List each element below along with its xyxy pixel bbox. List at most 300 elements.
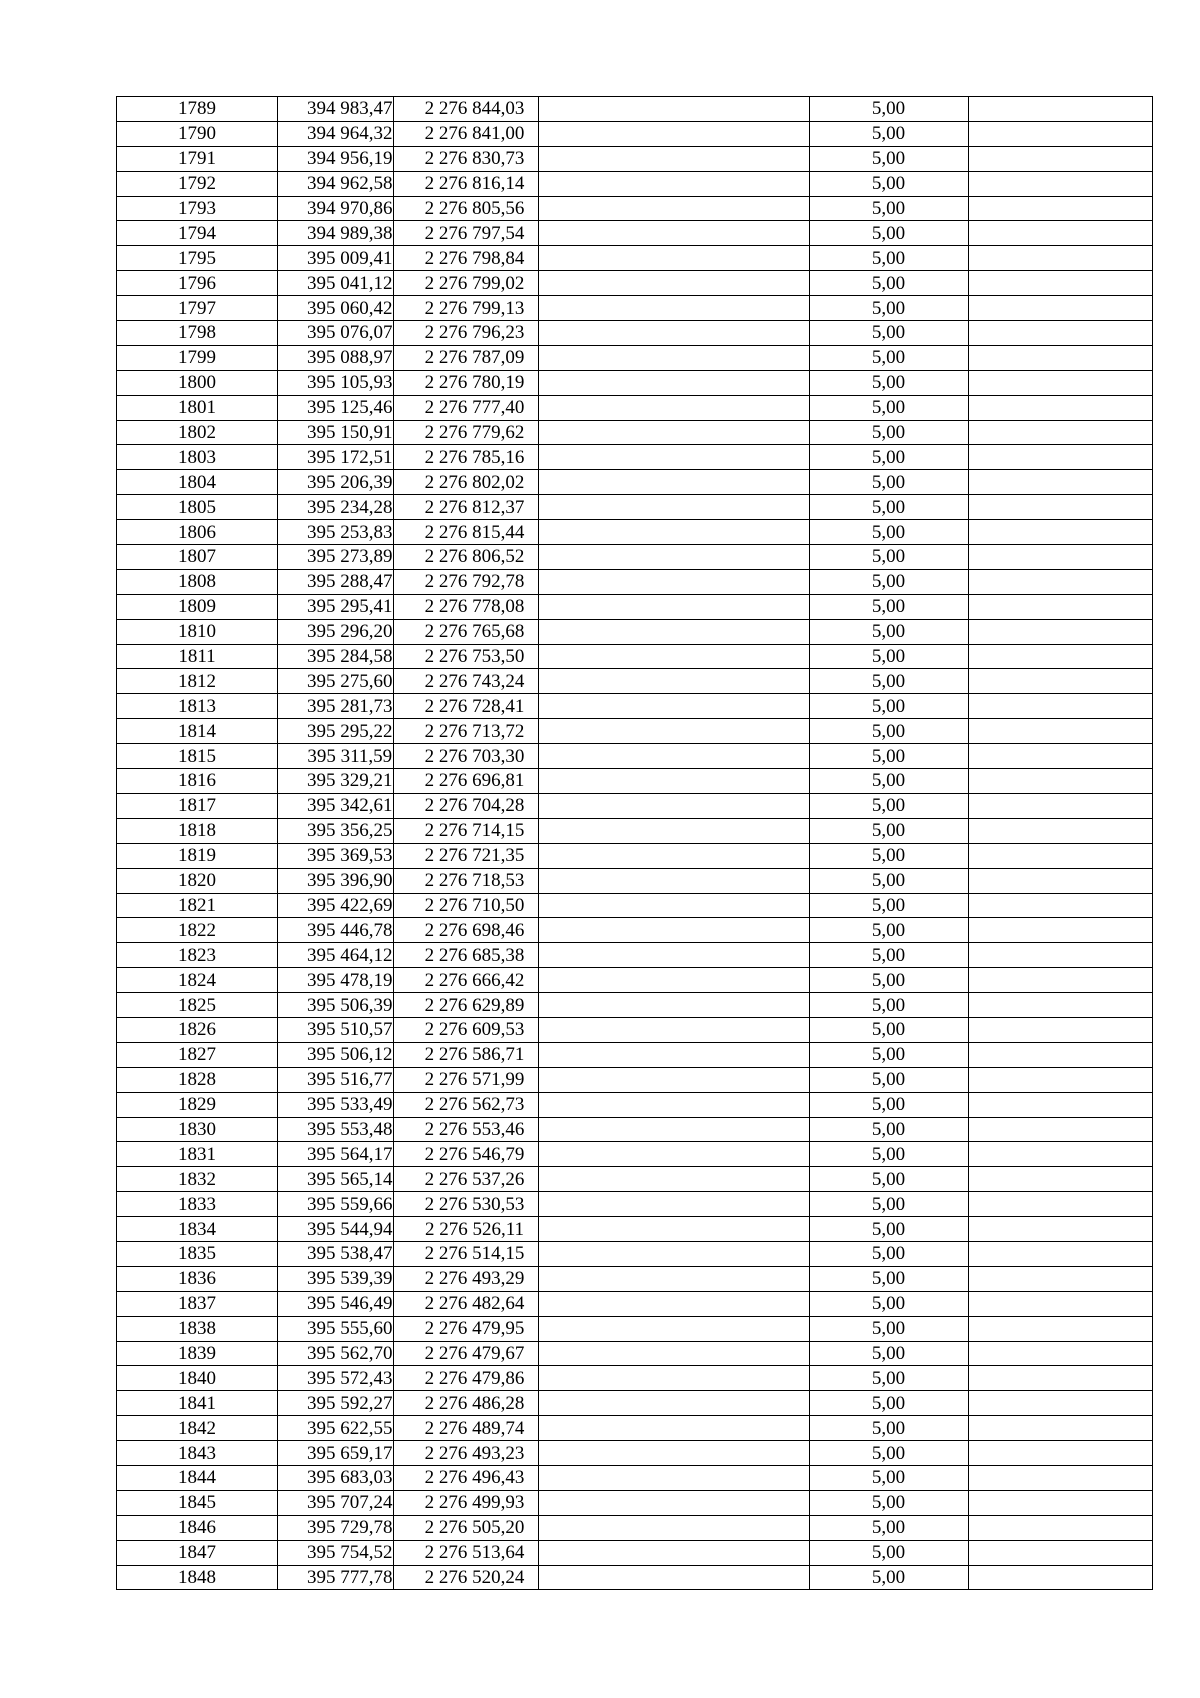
distance-cell: 5,00 [809, 370, 968, 395]
x-coordinate-cell: 395 659,17 [278, 1441, 394, 1466]
empty-cell [538, 1515, 809, 1540]
point-number-cell: 1835 [117, 1241, 278, 1266]
x-coordinate-cell: 395 538,47 [278, 1241, 394, 1266]
y-coordinate-cell: 2 276 530,53 [393, 1192, 538, 1217]
y-coordinate-cell: 2 276 830,73 [393, 146, 538, 171]
x-coordinate-cell: 395 150,91 [278, 420, 394, 445]
point-number-cell: 1829 [117, 1092, 278, 1117]
empty-cell [538, 619, 809, 644]
empty-cell [538, 171, 809, 196]
distance-cell: 5,00 [809, 1092, 968, 1117]
table-row [117, 1192, 1153, 1217]
x-coordinate-cell: 394 983,47 [278, 97, 394, 122]
y-coordinate-cell: 2 276 553,46 [393, 1117, 538, 1142]
y-coordinate-cell: 2 276 499,93 [393, 1490, 538, 1515]
point-number-cell: 1809 [117, 594, 278, 619]
empty-cell [538, 495, 809, 520]
empty-cell [538, 1192, 809, 1217]
table-row [117, 1092, 1153, 1117]
y-coordinate-cell: 2 276 792,78 [393, 569, 538, 594]
y-coordinate-cell: 2 276 798,84 [393, 246, 538, 271]
x-coordinate-cell: 395 553,48 [278, 1117, 394, 1142]
empty-cell [538, 968, 809, 993]
empty-cell [538, 1067, 809, 1092]
x-coordinate-cell: 395 572,43 [278, 1366, 394, 1391]
table-row [117, 968, 1153, 993]
empty-cell [538, 843, 809, 868]
table-row [117, 1291, 1153, 1316]
table-row [117, 1241, 1153, 1266]
x-coordinate-cell: 395 281,73 [278, 694, 394, 719]
distance-cell: 5,00 [809, 271, 968, 296]
table-row [117, 1142, 1153, 1167]
y-coordinate-cell: 2 276 696,81 [393, 769, 538, 794]
point-number-cell: 1828 [117, 1067, 278, 1092]
distance-cell: 5,00 [809, 619, 968, 644]
table-row [117, 719, 1153, 744]
y-coordinate-cell: 2 276 805,56 [393, 196, 538, 221]
table-row [117, 793, 1153, 818]
point-number-cell: 1837 [117, 1291, 278, 1316]
x-coordinate-cell: 395 464,12 [278, 943, 394, 968]
table-row [117, 1042, 1153, 1067]
y-coordinate-cell: 2 276 728,41 [393, 694, 538, 719]
x-coordinate-cell: 394 970,86 [278, 196, 394, 221]
table-row [117, 943, 1153, 968]
distance-cell: 5,00 [809, 1217, 968, 1242]
empty-cell [538, 321, 809, 346]
point-number-cell: 1827 [117, 1042, 278, 1067]
y-coordinate-cell: 2 276 586,71 [393, 1042, 538, 1067]
x-coordinate-cell: 395 041,12 [278, 271, 394, 296]
empty-cell [968, 171, 1152, 196]
point-number-cell: 1834 [117, 1217, 278, 1242]
empty-cell [538, 1366, 809, 1391]
y-coordinate-cell: 2 276 812,37 [393, 495, 538, 520]
y-coordinate-cell: 2 276 713,72 [393, 719, 538, 744]
distance-cell: 5,00 [809, 545, 968, 570]
table-row [117, 594, 1153, 619]
distance-cell: 5,00 [809, 968, 968, 993]
x-coordinate-cell: 395 356,25 [278, 818, 394, 843]
y-coordinate-cell: 2 276 493,23 [393, 1441, 538, 1466]
y-coordinate-cell: 2 276 703,30 [393, 744, 538, 769]
x-coordinate-cell: 395 206,39 [278, 470, 394, 495]
x-coordinate-cell: 395 234,28 [278, 495, 394, 520]
point-number-cell: 1798 [117, 321, 278, 346]
x-coordinate-cell: 395 125,46 [278, 395, 394, 420]
empty-cell [968, 793, 1152, 818]
y-coordinate-cell: 2 276 785,16 [393, 445, 538, 470]
x-coordinate-cell: 395 622,55 [278, 1416, 394, 1441]
empty-cell [538, 520, 809, 545]
distance-cell: 5,00 [809, 445, 968, 470]
point-number-cell: 1817 [117, 793, 278, 818]
x-coordinate-cell: 394 956,19 [278, 146, 394, 171]
empty-cell [538, 221, 809, 246]
y-coordinate-cell: 2 276 486,28 [393, 1391, 538, 1416]
distance-cell: 5,00 [809, 1117, 968, 1142]
table-row [117, 146, 1153, 171]
empty-cell [968, 644, 1152, 669]
point-number-cell: 1832 [117, 1167, 278, 1192]
empty-cell [538, 719, 809, 744]
point-number-cell: 1831 [117, 1142, 278, 1167]
y-coordinate-cell: 2 276 799,13 [393, 296, 538, 321]
distance-cell: 5,00 [809, 321, 968, 346]
y-coordinate-cell: 2 276 571,99 [393, 1067, 538, 1092]
x-coordinate-cell: 395 516,77 [278, 1067, 394, 1092]
y-coordinate-cell: 2 276 666,42 [393, 968, 538, 993]
x-coordinate-cell: 395 295,22 [278, 719, 394, 744]
table-row [117, 445, 1153, 470]
y-coordinate-cell: 2 276 479,95 [393, 1316, 538, 1341]
empty-cell [968, 121, 1152, 146]
distance-cell: 5,00 [809, 1565, 968, 1590]
distance-cell: 5,00 [809, 1266, 968, 1291]
y-coordinate-cell: 2 276 815,44 [393, 520, 538, 545]
point-number-cell: 1792 [117, 171, 278, 196]
point-number-cell: 1823 [117, 943, 278, 968]
distance-cell: 5,00 [809, 420, 968, 445]
table-row [117, 1515, 1153, 1540]
y-coordinate-cell: 2 276 546,79 [393, 1142, 538, 1167]
empty-cell [538, 943, 809, 968]
distance-cell: 5,00 [809, 495, 968, 520]
empty-cell [968, 1067, 1152, 1092]
empty-cell [968, 1192, 1152, 1217]
table-row [117, 619, 1153, 644]
point-number-cell: 1825 [117, 993, 278, 1018]
y-coordinate-cell: 2 276 844,03 [393, 97, 538, 122]
y-coordinate-cell: 2 276 704,28 [393, 793, 538, 818]
point-number-cell: 1844 [117, 1465, 278, 1490]
distance-cell: 5,00 [809, 121, 968, 146]
x-coordinate-cell: 394 962,58 [278, 171, 394, 196]
y-coordinate-cell: 2 276 685,38 [393, 943, 538, 968]
table-row [117, 370, 1153, 395]
y-coordinate-cell: 2 276 753,50 [393, 644, 538, 669]
distance-cell: 5,00 [809, 1366, 968, 1391]
y-coordinate-cell: 2 276 513,64 [393, 1540, 538, 1565]
distance-cell: 5,00 [809, 520, 968, 545]
empty-cell [968, 918, 1152, 943]
y-coordinate-cell: 2 276 562,73 [393, 1092, 538, 1117]
x-coordinate-cell: 395 060,42 [278, 296, 394, 321]
table-row [117, 470, 1153, 495]
y-coordinate-cell: 2 276 799,02 [393, 271, 538, 296]
table-row [117, 121, 1153, 146]
empty-cell [538, 420, 809, 445]
empty-cell [968, 719, 1152, 744]
empty-cell [538, 1266, 809, 1291]
point-number-cell: 1806 [117, 520, 278, 545]
x-coordinate-cell: 395 396,90 [278, 868, 394, 893]
distance-cell: 5,00 [809, 1017, 968, 1042]
distance-cell: 5,00 [809, 793, 968, 818]
y-coordinate-cell: 2 276 493,29 [393, 1266, 538, 1291]
coordinate-table [116, 96, 1153, 1590]
empty-cell [968, 1441, 1152, 1466]
x-coordinate-cell: 395 562,70 [278, 1341, 394, 1366]
x-coordinate-cell: 395 296,20 [278, 619, 394, 644]
y-coordinate-cell: 2 276 787,09 [393, 345, 538, 370]
distance-cell: 5,00 [809, 644, 968, 669]
y-coordinate-cell: 2 276 796,23 [393, 321, 538, 346]
distance-cell: 5,00 [809, 171, 968, 196]
point-number-cell: 1816 [117, 769, 278, 794]
point-number-cell: 1833 [117, 1192, 278, 1217]
point-number-cell: 1800 [117, 370, 278, 395]
point-number-cell: 1799 [117, 345, 278, 370]
y-coordinate-cell: 2 276 537,26 [393, 1167, 538, 1192]
table-row [117, 246, 1153, 271]
y-coordinate-cell: 2 276 714,15 [393, 818, 538, 843]
x-coordinate-cell: 395 559,66 [278, 1192, 394, 1217]
distance-cell: 5,00 [809, 1465, 968, 1490]
table-row [117, 1391, 1153, 1416]
y-coordinate-cell: 2 276 505,20 [393, 1515, 538, 1540]
empty-cell [538, 1465, 809, 1490]
table-row [117, 744, 1153, 769]
point-number-cell: 1818 [117, 818, 278, 843]
point-number-cell: 1840 [117, 1366, 278, 1391]
point-number-cell: 1815 [117, 744, 278, 769]
x-coordinate-cell: 395 311,59 [278, 744, 394, 769]
distance-cell: 5,00 [809, 345, 968, 370]
point-number-cell: 1789 [117, 97, 278, 122]
empty-cell [968, 669, 1152, 694]
empty-cell [538, 1391, 809, 1416]
empty-cell [538, 1042, 809, 1067]
empty-cell [968, 196, 1152, 221]
distance-cell: 5,00 [809, 1291, 968, 1316]
table-row [117, 296, 1153, 321]
y-coordinate-cell: 2 276 778,08 [393, 594, 538, 619]
table-row [117, 1540, 1153, 1565]
point-number-cell: 1843 [117, 1441, 278, 1466]
empty-cell [968, 1341, 1152, 1366]
point-number-cell: 1807 [117, 545, 278, 570]
empty-cell [968, 1266, 1152, 1291]
empty-cell [968, 296, 1152, 321]
x-coordinate-cell: 394 964,32 [278, 121, 394, 146]
point-number-cell: 1819 [117, 843, 278, 868]
table-row [117, 669, 1153, 694]
empty-cell [538, 744, 809, 769]
distance-cell: 5,00 [809, 669, 968, 694]
empty-cell [968, 843, 1152, 868]
empty-cell [538, 569, 809, 594]
x-coordinate-cell: 395 539,39 [278, 1266, 394, 1291]
empty-cell [968, 97, 1152, 122]
empty-cell [968, 619, 1152, 644]
empty-cell [968, 1241, 1152, 1266]
distance-cell: 5,00 [809, 1067, 968, 1092]
point-number-cell: 1838 [117, 1316, 278, 1341]
distance-cell: 5,00 [809, 843, 968, 868]
point-number-cell: 1811 [117, 644, 278, 669]
empty-cell [538, 669, 809, 694]
x-coordinate-cell: 395 754,52 [278, 1540, 394, 1565]
x-coordinate-cell: 395 544,94 [278, 1217, 394, 1242]
empty-cell [538, 246, 809, 271]
x-coordinate-cell: 395 273,89 [278, 545, 394, 570]
x-coordinate-cell: 395 478,19 [278, 968, 394, 993]
y-coordinate-cell: 2 276 629,89 [393, 993, 538, 1018]
x-coordinate-cell: 395 284,58 [278, 644, 394, 669]
y-coordinate-cell: 2 276 802,02 [393, 470, 538, 495]
table-row [117, 694, 1153, 719]
table-row [117, 1017, 1153, 1042]
x-coordinate-cell: 395 565,14 [278, 1167, 394, 1192]
empty-cell [538, 1441, 809, 1466]
point-number-cell: 1794 [117, 221, 278, 246]
empty-cell [538, 1316, 809, 1341]
point-number-cell: 1813 [117, 694, 278, 719]
distance-cell: 5,00 [809, 1391, 968, 1416]
distance-cell: 5,00 [809, 868, 968, 893]
point-number-cell: 1804 [117, 470, 278, 495]
distance-cell: 5,00 [809, 818, 968, 843]
x-coordinate-cell: 395 253,83 [278, 520, 394, 545]
point-number-cell: 1836 [117, 1266, 278, 1291]
y-coordinate-cell: 2 276 514,15 [393, 1241, 538, 1266]
table-row [117, 395, 1153, 420]
empty-cell [538, 196, 809, 221]
empty-cell [968, 594, 1152, 619]
table-row [117, 1366, 1153, 1391]
empty-cell [968, 1366, 1152, 1391]
distance-cell: 5,00 [809, 246, 968, 271]
x-coordinate-cell: 395 592,27 [278, 1391, 394, 1416]
coordinate-table-body [117, 97, 1153, 1590]
point-number-cell: 1821 [117, 893, 278, 918]
y-coordinate-cell: 2 276 479,67 [393, 1341, 538, 1366]
y-coordinate-cell: 2 276 698,46 [393, 918, 538, 943]
table-row [117, 545, 1153, 570]
table-row [117, 420, 1153, 445]
distance-cell: 5,00 [809, 893, 968, 918]
x-coordinate-cell: 395 288,47 [278, 569, 394, 594]
empty-cell [968, 1142, 1152, 1167]
empty-cell [538, 993, 809, 1018]
x-coordinate-cell: 395 105,93 [278, 370, 394, 395]
point-number-cell: 1839 [117, 1341, 278, 1366]
y-coordinate-cell: 2 276 489,74 [393, 1416, 538, 1441]
point-number-cell: 1793 [117, 196, 278, 221]
empty-cell [538, 1341, 809, 1366]
point-number-cell: 1796 [117, 271, 278, 296]
empty-cell [538, 370, 809, 395]
y-coordinate-cell: 2 276 609,53 [393, 1017, 538, 1042]
point-number-cell: 1847 [117, 1540, 278, 1565]
distance-cell: 5,00 [809, 1316, 968, 1341]
y-coordinate-cell: 2 276 797,54 [393, 221, 538, 246]
distance-cell: 5,00 [809, 918, 968, 943]
empty-cell [538, 296, 809, 321]
y-coordinate-cell: 2 276 780,19 [393, 370, 538, 395]
x-coordinate-cell: 395 729,78 [278, 1515, 394, 1540]
table-row [117, 893, 1153, 918]
x-coordinate-cell: 395 369,53 [278, 843, 394, 868]
table-row [117, 569, 1153, 594]
empty-cell [538, 470, 809, 495]
distance-cell: 5,00 [809, 943, 968, 968]
x-coordinate-cell: 395 707,24 [278, 1490, 394, 1515]
x-coordinate-cell: 395 510,57 [278, 1017, 394, 1042]
y-coordinate-cell: 2 276 816,14 [393, 171, 538, 196]
distance-cell: 5,00 [809, 221, 968, 246]
y-coordinate-cell: 2 276 779,62 [393, 420, 538, 445]
table-row [117, 1465, 1153, 1490]
empty-cell [968, 395, 1152, 420]
empty-cell [538, 1142, 809, 1167]
table-row [117, 993, 1153, 1018]
y-coordinate-cell: 2 276 777,40 [393, 395, 538, 420]
table-row [117, 918, 1153, 943]
table-row [117, 1565, 1153, 1590]
x-coordinate-cell: 395 683,03 [278, 1465, 394, 1490]
point-number-cell: 1802 [117, 420, 278, 445]
y-coordinate-cell: 2 276 479,86 [393, 1366, 538, 1391]
empty-cell [968, 1117, 1152, 1142]
x-coordinate-cell: 395 088,97 [278, 345, 394, 370]
empty-cell [538, 818, 809, 843]
table-row [117, 1341, 1153, 1366]
table-row [117, 1490, 1153, 1515]
distance-cell: 5,00 [809, 1341, 968, 1366]
empty-cell [538, 1167, 809, 1192]
table-row [117, 1217, 1153, 1242]
empty-cell [968, 470, 1152, 495]
table-row [117, 520, 1153, 545]
point-number-cell: 1797 [117, 296, 278, 321]
empty-cell [968, 520, 1152, 545]
empty-cell [968, 769, 1152, 794]
empty-cell [968, 420, 1152, 445]
x-coordinate-cell: 394 989,38 [278, 221, 394, 246]
distance-cell: 5,00 [809, 694, 968, 719]
x-coordinate-cell: 395 446,78 [278, 918, 394, 943]
distance-cell: 5,00 [809, 146, 968, 171]
distance-cell: 5,00 [809, 1416, 968, 1441]
x-coordinate-cell: 395 422,69 [278, 893, 394, 918]
table-row [117, 196, 1153, 221]
point-number-cell: 1826 [117, 1017, 278, 1042]
table-row [117, 97, 1153, 122]
empty-cell [968, 818, 1152, 843]
point-number-cell: 1791 [117, 146, 278, 171]
empty-cell [968, 1465, 1152, 1490]
x-coordinate-cell: 395 172,51 [278, 445, 394, 470]
empty-cell [538, 918, 809, 943]
point-number-cell: 1822 [117, 918, 278, 943]
y-coordinate-cell: 2 276 520,24 [393, 1565, 538, 1590]
empty-cell [538, 793, 809, 818]
distance-cell: 5,00 [809, 395, 968, 420]
empty-cell [968, 545, 1152, 570]
empty-cell [968, 893, 1152, 918]
empty-cell [538, 1217, 809, 1242]
x-coordinate-cell: 395 506,39 [278, 993, 394, 1018]
x-coordinate-cell: 395 564,17 [278, 1142, 394, 1167]
empty-cell [968, 221, 1152, 246]
y-coordinate-cell: 2 276 743,24 [393, 669, 538, 694]
x-coordinate-cell: 395 555,60 [278, 1316, 394, 1341]
y-coordinate-cell: 2 276 765,68 [393, 619, 538, 644]
empty-cell [968, 445, 1152, 470]
